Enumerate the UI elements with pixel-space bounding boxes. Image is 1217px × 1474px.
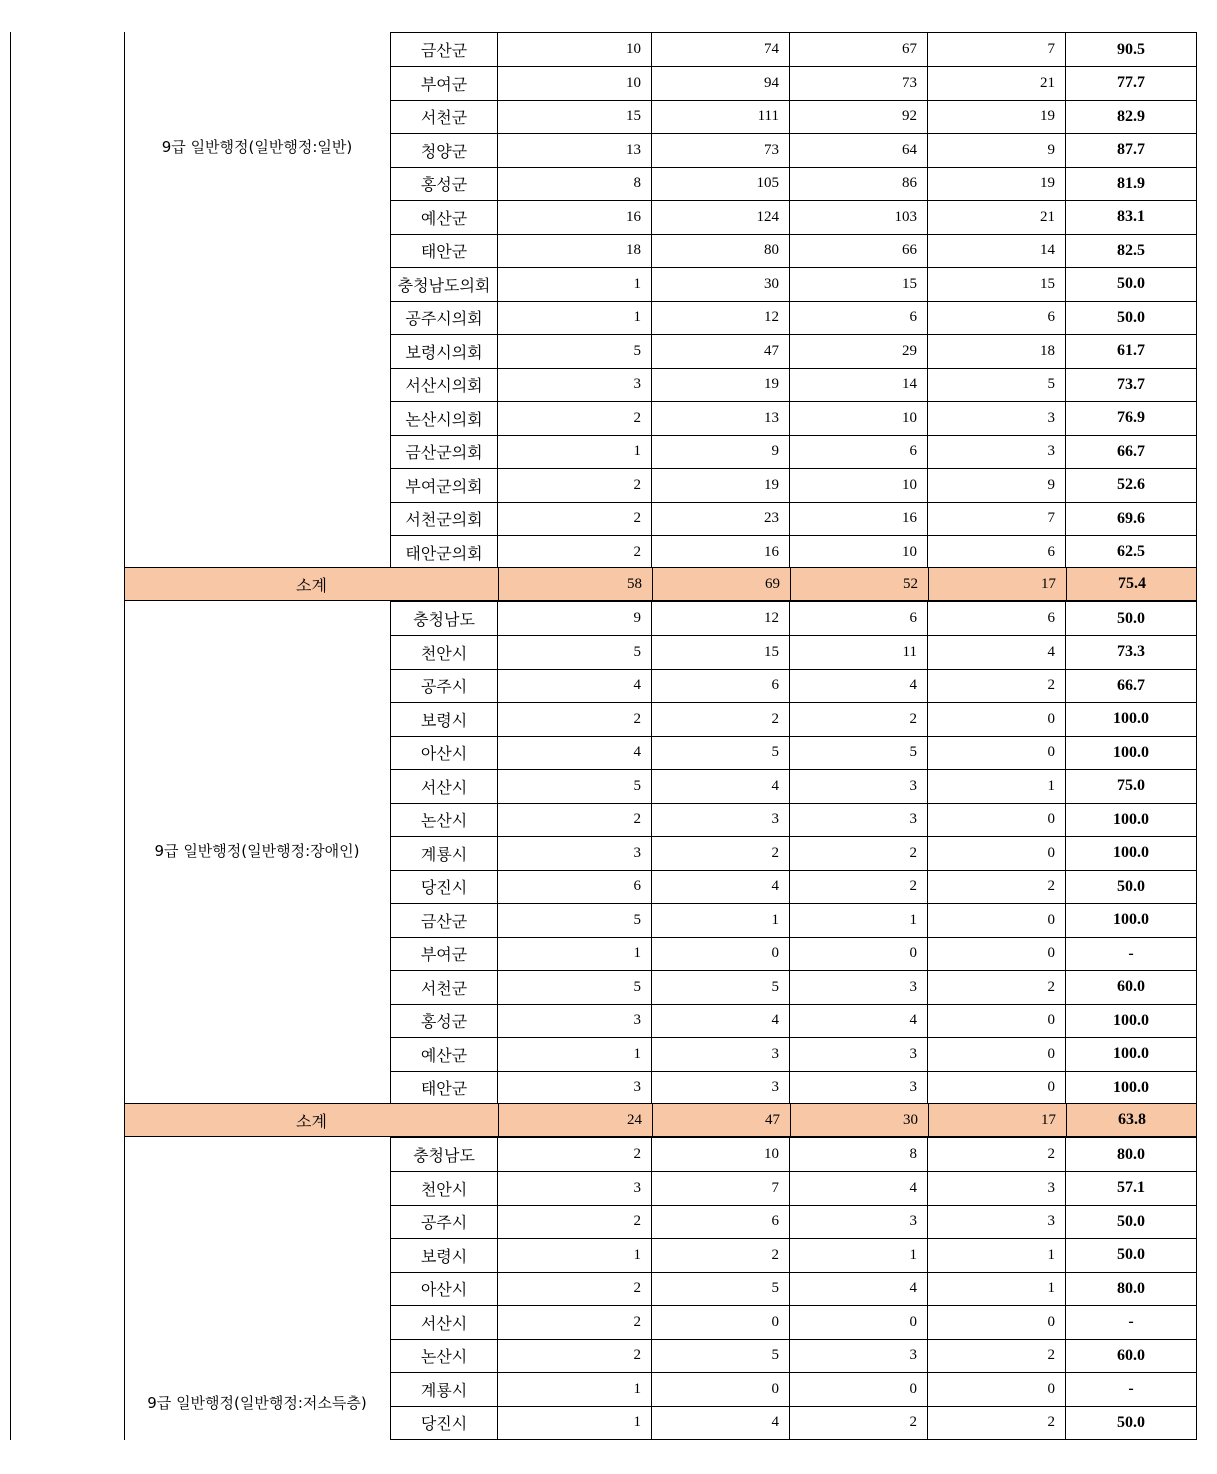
table-row xyxy=(390,636,1197,670)
rate-cell: 82.9 xyxy=(1065,101,1197,134)
rate-cell: 100.0 xyxy=(1065,1038,1197,1071)
value-cell: 9 xyxy=(927,469,1065,502)
value-cell: 4 xyxy=(651,1407,789,1440)
subtotal-row xyxy=(124,567,1197,601)
value-cell: 73 xyxy=(789,67,927,100)
value-cell: 2 xyxy=(497,1340,651,1373)
region-cell: 충청남도 xyxy=(390,602,497,635)
value-cell: 7 xyxy=(651,1172,789,1205)
rate-cell: 75.0 xyxy=(1065,770,1197,803)
value-cell: 6 xyxy=(651,670,789,703)
value-cell: 3 xyxy=(497,369,651,402)
table-row xyxy=(390,770,1197,804)
rate-cell: 66.7 xyxy=(1065,670,1197,703)
value-cell: 0 xyxy=(651,1373,789,1406)
region-cell: 천안시 xyxy=(390,1172,497,1205)
rate-cell: 77.7 xyxy=(1065,67,1197,100)
rate-cell: - xyxy=(1065,938,1197,971)
value-cell: 15 xyxy=(789,268,927,301)
value-cell: 2 xyxy=(497,503,651,536)
value-cell: 15 xyxy=(497,101,651,134)
value-cell: 16 xyxy=(497,201,651,234)
subtotal-value-cell: 17 xyxy=(928,568,1066,600)
rate-cell: 50.0 xyxy=(1065,1407,1197,1440)
value-cell: 1 xyxy=(651,904,789,937)
table-row xyxy=(390,971,1197,1005)
region-cell: 천안시 xyxy=(390,636,497,669)
rate-cell: 50.0 xyxy=(1065,602,1197,635)
value-cell: 12 xyxy=(651,602,789,635)
value-cell: 4 xyxy=(789,670,927,703)
rate-cell: 50.0 xyxy=(1065,1239,1197,1272)
value-cell: 2 xyxy=(927,871,1065,904)
value-cell: 4 xyxy=(789,1172,927,1205)
region-cell: 보령시 xyxy=(390,703,497,736)
value-cell: 2 xyxy=(651,703,789,736)
value-cell: 0 xyxy=(927,1005,1065,1038)
value-cell: 6 xyxy=(789,602,927,635)
region-cell: 계룡시 xyxy=(390,1373,497,1406)
value-cell: 23 xyxy=(651,503,789,536)
table-row xyxy=(390,1137,1197,1172)
table-row xyxy=(390,1407,1197,1441)
value-cell: 1 xyxy=(497,302,651,335)
rate-cell: 73.7 xyxy=(1065,369,1197,402)
value-cell: 2 xyxy=(789,871,927,904)
value-cell: 8 xyxy=(497,168,651,201)
region-cell: 아산시 xyxy=(390,737,497,770)
rate-cell: 80.0 xyxy=(1065,1273,1197,1306)
region-cell: 아산시 xyxy=(390,1273,497,1306)
value-cell: 0 xyxy=(651,1306,789,1339)
value-cell: 15 xyxy=(651,636,789,669)
value-cell: 14 xyxy=(927,235,1065,268)
value-cell: 15 xyxy=(927,268,1065,301)
value-cell: 0 xyxy=(789,1306,927,1339)
value-cell: 5 xyxy=(651,1340,789,1373)
region-cell: 금산군 xyxy=(390,33,497,66)
value-cell: 2 xyxy=(927,1138,1065,1171)
region-cell: 태안군 xyxy=(390,1072,497,1105)
value-cell: 2 xyxy=(651,1239,789,1272)
region-cell: 금산군의회 xyxy=(390,436,497,469)
value-cell: 10 xyxy=(651,1138,789,1171)
value-cell: 16 xyxy=(651,536,789,569)
value-cell: 2 xyxy=(651,837,789,870)
region-cell: 공주시 xyxy=(390,670,497,703)
value-cell: 4 xyxy=(651,871,789,904)
value-cell: 6 xyxy=(927,536,1065,569)
value-cell: 0 xyxy=(927,837,1065,870)
value-cell: 10 xyxy=(497,67,651,100)
value-cell: 0 xyxy=(927,1072,1065,1105)
value-cell: 21 xyxy=(927,201,1065,234)
value-cell: 3 xyxy=(651,804,789,837)
table-row xyxy=(390,503,1197,537)
region-cell: 태안군 xyxy=(390,235,497,268)
value-cell: 4 xyxy=(927,636,1065,669)
region-cell: 보령시의회 xyxy=(390,335,497,368)
value-cell: 1 xyxy=(497,1239,651,1272)
value-cell: 3 xyxy=(789,770,927,803)
value-cell: 4 xyxy=(789,1273,927,1306)
table-row xyxy=(390,804,1197,838)
value-cell: 2 xyxy=(927,670,1065,703)
rate-cell: 50.0 xyxy=(1065,302,1197,335)
rate-cell: 82.5 xyxy=(1065,235,1197,268)
value-cell: 3 xyxy=(789,1206,927,1239)
value-cell: 19 xyxy=(927,168,1065,201)
table-row xyxy=(390,335,1197,369)
value-cell: 3 xyxy=(927,1206,1065,1239)
value-cell: 0 xyxy=(927,804,1065,837)
value-cell: 47 xyxy=(651,335,789,368)
region-cell: 논산시 xyxy=(390,1340,497,1373)
value-cell: 6 xyxy=(789,436,927,469)
region-cell: 논산시 xyxy=(390,804,497,837)
rate-cell: 100.0 xyxy=(1065,703,1197,736)
region-cell: 서산시 xyxy=(390,770,497,803)
value-cell: 2 xyxy=(497,402,651,435)
value-cell: 0 xyxy=(927,737,1065,770)
rate-cell: 61.7 xyxy=(1065,335,1197,368)
rate-cell: 73.3 xyxy=(1065,636,1197,669)
region-cell: 서천군 xyxy=(390,971,497,1004)
table-row xyxy=(390,837,1197,871)
value-cell: 9 xyxy=(651,436,789,469)
value-cell: 6 xyxy=(497,871,651,904)
value-cell: 92 xyxy=(789,101,927,134)
rate-cell: 50.0 xyxy=(1065,268,1197,301)
rate-cell: 87.7 xyxy=(1065,134,1197,167)
rate-cell: 81.9 xyxy=(1065,168,1197,201)
value-cell: 2 xyxy=(927,971,1065,1004)
subtotal-rate-cell: 63.8 xyxy=(1066,1104,1197,1136)
value-cell: 67 xyxy=(789,33,927,66)
table-row xyxy=(390,871,1197,905)
value-cell: 1 xyxy=(497,1407,651,1440)
value-cell: 29 xyxy=(789,335,927,368)
rate-cell: 100.0 xyxy=(1065,804,1197,837)
subtotal-value-cell: 47 xyxy=(652,1104,790,1136)
rate-cell: - xyxy=(1065,1373,1197,1406)
value-cell: 13 xyxy=(651,402,789,435)
region-cell: 당진시 xyxy=(390,871,497,904)
table-row xyxy=(390,436,1197,470)
table-row xyxy=(390,1340,1197,1374)
value-cell: 18 xyxy=(497,235,651,268)
value-cell: 2 xyxy=(927,1340,1065,1373)
region-cell: 예산군 xyxy=(390,1038,497,1071)
region-cell: 태안군의회 xyxy=(390,536,497,569)
rate-cell: 100.0 xyxy=(1065,837,1197,870)
region-cell: 금산군 xyxy=(390,904,497,937)
value-cell: 124 xyxy=(651,201,789,234)
value-cell: 5 xyxy=(497,904,651,937)
value-cell: 0 xyxy=(927,904,1065,937)
table-row xyxy=(390,1005,1197,1039)
region-cell: 보령시 xyxy=(390,1239,497,1272)
region-cell: 홍성군 xyxy=(390,168,497,201)
value-cell: 19 xyxy=(927,101,1065,134)
value-cell: 4 xyxy=(651,1005,789,1038)
category-label: 9급 일반행정(일반행정:저소득층) xyxy=(147,1394,367,1412)
subtotal-value-cell: 30 xyxy=(790,1104,928,1136)
value-cell: 10 xyxy=(789,536,927,569)
value-cell: 3 xyxy=(927,402,1065,435)
rate-cell: 50.0 xyxy=(1065,871,1197,904)
value-cell: 0 xyxy=(651,938,789,971)
table-row xyxy=(390,1172,1197,1206)
region-cell: 서산시의회 xyxy=(390,369,497,402)
table-row xyxy=(390,469,1197,503)
table-row xyxy=(390,670,1197,704)
rate-cell: 76.9 xyxy=(1065,402,1197,435)
region-cell: 부여군의회 xyxy=(390,469,497,502)
table-row xyxy=(390,1072,1197,1106)
category-label: 9급 일반행정(일반행정:장애인) xyxy=(154,842,360,860)
value-cell: 19 xyxy=(651,469,789,502)
value-cell: 80 xyxy=(651,235,789,268)
value-cell: 18 xyxy=(927,335,1065,368)
value-cell: 3 xyxy=(789,971,927,1004)
value-cell: 30 xyxy=(651,268,789,301)
left-border-line xyxy=(10,32,11,1440)
table-row xyxy=(390,168,1197,202)
table-row xyxy=(390,134,1197,168)
rate-cell: 52.6 xyxy=(1065,469,1197,502)
value-cell: 64 xyxy=(789,134,927,167)
value-cell: 10 xyxy=(789,469,927,502)
rate-cell: 60.0 xyxy=(1065,1340,1197,1373)
rate-cell: 60.0 xyxy=(1065,971,1197,1004)
value-cell: 16 xyxy=(789,503,927,536)
value-cell: 1 xyxy=(497,436,651,469)
region-cell: 서천군의회 xyxy=(390,503,497,536)
region-cell: 청양군 xyxy=(390,134,497,167)
value-cell: 2 xyxy=(497,1306,651,1339)
subtotal-value-cell: 58 xyxy=(498,568,652,600)
table-row xyxy=(390,302,1197,336)
value-cell: 94 xyxy=(651,67,789,100)
value-cell: 5 xyxy=(651,737,789,770)
table-row xyxy=(390,235,1197,269)
value-cell: 4 xyxy=(651,770,789,803)
rate-cell: 66.7 xyxy=(1065,436,1197,469)
value-cell: 6 xyxy=(789,302,927,335)
value-cell: 3 xyxy=(927,436,1065,469)
subtotal-value-cell: 52 xyxy=(790,568,928,600)
region-cell: 서산시 xyxy=(390,1306,497,1339)
rate-cell: 100.0 xyxy=(1065,1072,1197,1105)
value-cell: 2 xyxy=(497,1138,651,1171)
value-cell: 1 xyxy=(497,1038,651,1071)
value-cell: 5 xyxy=(651,971,789,1004)
value-cell: 6 xyxy=(927,302,1065,335)
value-cell: 0 xyxy=(789,1373,927,1406)
value-cell: 4 xyxy=(497,670,651,703)
value-cell: 2 xyxy=(789,1407,927,1440)
value-cell: 0 xyxy=(927,938,1065,971)
table-row xyxy=(390,1306,1197,1340)
value-cell: 1 xyxy=(497,268,651,301)
value-cell: 111 xyxy=(651,101,789,134)
value-cell: 5 xyxy=(789,737,927,770)
value-cell: 0 xyxy=(789,938,927,971)
value-cell: 3 xyxy=(497,837,651,870)
value-cell: 0 xyxy=(927,703,1065,736)
rate-cell: 57.1 xyxy=(1065,1172,1197,1205)
value-cell: 3 xyxy=(789,1072,927,1105)
category-label: 9급 일반행정(일반행정:일반) xyxy=(161,138,353,156)
value-cell: 105 xyxy=(651,168,789,201)
value-cell: 73 xyxy=(651,134,789,167)
value-cell: 3 xyxy=(497,1172,651,1205)
value-cell: 8 xyxy=(789,1138,927,1171)
value-cell: 3 xyxy=(789,1038,927,1071)
rate-cell: - xyxy=(1065,1306,1197,1339)
table-row xyxy=(390,201,1197,235)
table-row xyxy=(390,1239,1197,1273)
rate-cell: 80.0 xyxy=(1065,1138,1197,1171)
value-cell: 3 xyxy=(789,804,927,837)
value-cell: 9 xyxy=(497,602,651,635)
value-cell: 5 xyxy=(497,971,651,1004)
value-cell: 21 xyxy=(927,67,1065,100)
table-row xyxy=(390,536,1197,570)
value-cell: 1 xyxy=(927,770,1065,803)
table-row xyxy=(390,268,1197,302)
subtotal-label: 소계 xyxy=(296,1111,327,1131)
table-row xyxy=(390,601,1197,636)
rate-cell: 69.6 xyxy=(1065,503,1197,536)
table-row xyxy=(390,402,1197,436)
value-cell: 6 xyxy=(927,602,1065,635)
table-row xyxy=(390,737,1197,771)
region-cell: 충청남도 xyxy=(390,1138,497,1171)
region-cell: 논산시의회 xyxy=(390,402,497,435)
value-cell: 1 xyxy=(927,1239,1065,1272)
region-cell: 부여군 xyxy=(390,67,497,100)
value-cell: 1 xyxy=(497,938,651,971)
rate-cell: 100.0 xyxy=(1065,904,1197,937)
table-row xyxy=(390,369,1197,403)
value-cell: 10 xyxy=(497,33,651,66)
value-cell: 2 xyxy=(497,469,651,502)
value-cell: 3 xyxy=(497,1005,651,1038)
region-cell: 공주시의회 xyxy=(390,302,497,335)
value-cell: 5 xyxy=(927,369,1065,402)
value-cell: 0 xyxy=(927,1306,1065,1339)
table-row xyxy=(390,1038,1197,1072)
value-cell: 66 xyxy=(789,235,927,268)
region-cell: 당진시 xyxy=(390,1407,497,1440)
value-cell: 5 xyxy=(497,770,651,803)
value-cell: 0 xyxy=(927,1373,1065,1406)
subtotal-row xyxy=(124,1103,1197,1137)
value-cell: 3 xyxy=(789,1340,927,1373)
value-cell: 7 xyxy=(927,33,1065,66)
value-cell: 5 xyxy=(651,1273,789,1306)
subtotal-value-cell: 69 xyxy=(652,568,790,600)
value-cell: 3 xyxy=(651,1072,789,1105)
subtotal-value-cell: 24 xyxy=(498,1104,652,1136)
rate-cell: 62.5 xyxy=(1065,536,1197,569)
value-cell: 2 xyxy=(789,703,927,736)
table-row xyxy=(390,32,1197,67)
value-cell: 7 xyxy=(927,503,1065,536)
region-cell: 공주시 xyxy=(390,1206,497,1239)
region-cell: 예산군 xyxy=(390,201,497,234)
value-cell: 13 xyxy=(497,134,651,167)
rate-cell: 100.0 xyxy=(1065,1005,1197,1038)
value-cell: 6 xyxy=(651,1206,789,1239)
value-cell: 3 xyxy=(927,1172,1065,1205)
value-cell: 3 xyxy=(497,1072,651,1105)
table-row xyxy=(390,703,1197,737)
region-cell: 서천군 xyxy=(390,101,497,134)
value-cell: 2 xyxy=(497,536,651,569)
region-cell: 계룡시 xyxy=(390,837,497,870)
table-row xyxy=(390,101,1197,135)
value-cell: 5 xyxy=(497,335,651,368)
value-cell: 0 xyxy=(927,1038,1065,1071)
value-cell: 5 xyxy=(497,636,651,669)
value-cell: 2 xyxy=(497,703,651,736)
value-cell: 4 xyxy=(789,1005,927,1038)
table-row xyxy=(390,938,1197,972)
value-cell: 1 xyxy=(497,1373,651,1406)
value-cell: 1 xyxy=(789,904,927,937)
rate-cell: 90.5 xyxy=(1065,33,1197,66)
value-cell: 12 xyxy=(651,302,789,335)
rate-cell: 100.0 xyxy=(1065,737,1197,770)
region-cell: 충청남도의회 xyxy=(390,268,497,301)
value-cell: 103 xyxy=(789,201,927,234)
value-cell: 4 xyxy=(497,737,651,770)
table-row xyxy=(390,1206,1197,1240)
region-cell: 부여군 xyxy=(390,938,497,971)
value-cell: 9 xyxy=(927,134,1065,167)
rate-cell: 50.0 xyxy=(1065,1206,1197,1239)
value-cell: 3 xyxy=(651,1038,789,1071)
value-cell: 1 xyxy=(927,1273,1065,1306)
value-cell: 11 xyxy=(789,636,927,669)
value-cell: 86 xyxy=(789,168,927,201)
value-cell: 2 xyxy=(497,804,651,837)
subtotal-rate-cell: 75.4 xyxy=(1066,568,1197,600)
region-cell: 홍성군 xyxy=(390,1005,497,1038)
subtotal-label: 소계 xyxy=(296,575,327,595)
value-cell: 2 xyxy=(789,837,927,870)
value-cell: 14 xyxy=(789,369,927,402)
value-cell: 2 xyxy=(927,1407,1065,1440)
value-cell: 74 xyxy=(651,33,789,66)
table-row xyxy=(390,67,1197,101)
value-cell: 19 xyxy=(651,369,789,402)
subtotal-value-cell: 17 xyxy=(928,1104,1066,1136)
category-border-line xyxy=(124,32,125,1440)
value-cell: 1 xyxy=(789,1239,927,1272)
rate-cell: 83.1 xyxy=(1065,201,1197,234)
value-cell: 10 xyxy=(789,402,927,435)
table-row xyxy=(390,904,1197,938)
table-row xyxy=(390,1373,1197,1407)
table-row xyxy=(390,1273,1197,1307)
value-cell: 2 xyxy=(497,1273,651,1306)
value-cell: 2 xyxy=(497,1206,651,1239)
